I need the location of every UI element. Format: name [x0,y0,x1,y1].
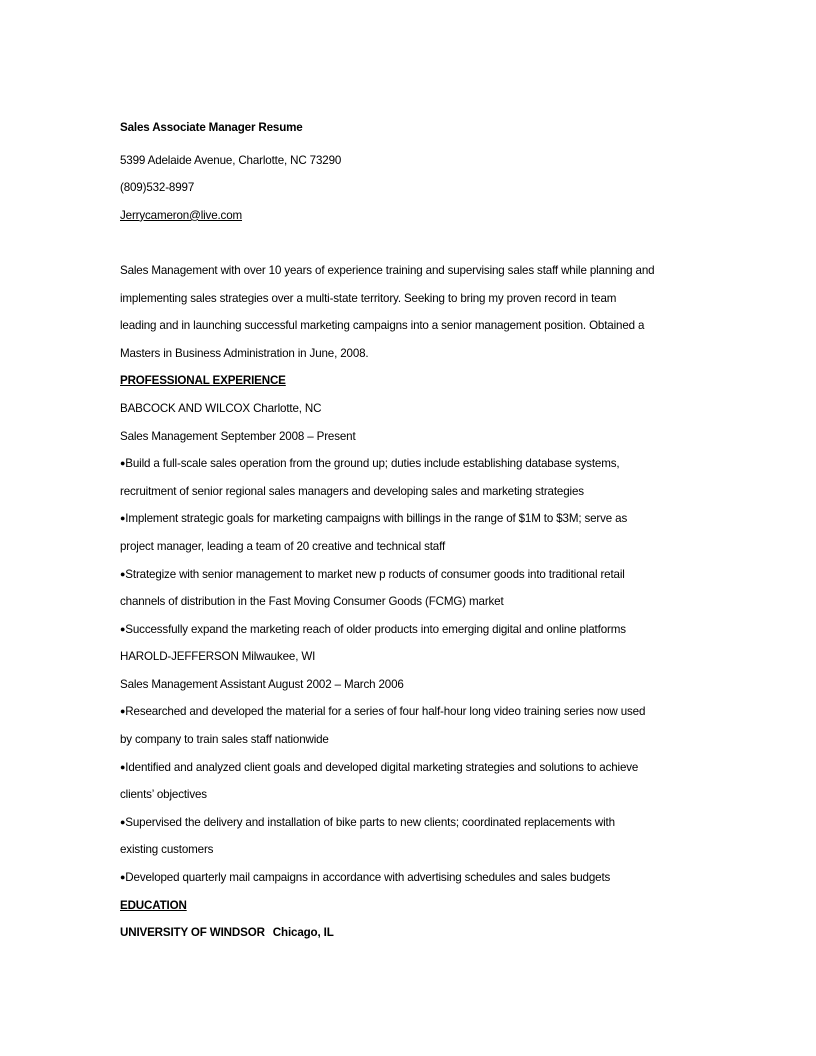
summary-line: implementing sales strategies over a multi-state territory. Seeking to bring my proven record in team [120,291,617,305]
job-bullet [120,754,710,782]
bullet-text: Successfully expand the marketing reach of older products into emerging digital and online platforms [125,622,626,636]
resume-title: Sales Associate Manager Resume [120,121,303,134]
bullet-continuation: channels of distribution in the Fast Moving Consumer Goods (FCMG) market [120,595,504,609]
bullet-continuation: recruitment of senior regional sales managers and developing sales and marketing strategies [120,484,584,498]
bullet-icon: ● [120,761,126,772]
job-bullet [120,809,710,837]
bullet-icon: ● [120,568,126,579]
summary-line: leading and in launching successful marketing campaigns into a senior management position. Obtained a [120,319,645,333]
bullet-icon: ● [120,458,126,469]
job-bullet [120,561,710,589]
bullet-text: Build a full-scale sales operation from the ground up; duties include establishing database systems, [125,457,620,471]
bullet-continuation: clients’ objectives [120,788,207,802]
bullet-continuation: by company to train sales staff nationwide [120,733,329,747]
bullet-icon: ● [120,816,126,827]
summary-line: Masters in Business Administration in June, 2008. [120,346,369,360]
bullet-continuation: existing customers [120,843,214,857]
education-location: Chicago, IL [272,926,334,940]
job-bullet [120,698,710,726]
bullet-icon: ● [120,706,126,717]
bullet-text: Developed quarterly mail campaigns in accordance with advertising schedules and sales budgets [125,871,611,885]
bullet-icon: ● [120,623,126,634]
job-role: Sales Management September 2008 – Present [120,429,356,443]
job-bullet [120,505,710,533]
spacer [120,229,710,257]
education-heading: EDUCATION [120,898,187,912]
bullet-icon: ● [120,513,126,524]
resume-body [120,114,710,947]
contact-address: 5399 Adelaide Avenue, Charlotte, NC 73290 [120,153,342,167]
bullet-icon: ● [120,872,126,883]
job-entry [120,395,710,643]
job-bullet [120,616,710,644]
bullet-text: Identified and analyzed client goals and developed digital marketing strategies and solutions to achieve [125,760,639,774]
job-bullet [120,450,710,478]
education-school: UNIVERSITY OF WINDSOR [120,926,265,940]
summary-line: Sales Management with over 10 years of experience training and supervising sales staff while planning and [120,263,655,277]
bullet-text: Supervised the delivery and installation of bike parts to new clients; coordinated replacements with [125,815,615,829]
job-company: HAROLD-JEFFERSON Milwaukee, WI [120,650,316,664]
contact-phone: (809)532-8997 [120,181,195,195]
contact-email-link[interactable]: Jerrycameron@live.com [120,208,243,222]
job-role: Sales Management Assistant August 2002 – March 2006 [120,677,404,691]
job-entry [120,643,710,891]
summary-paragraph [120,257,710,367]
bullet-text: Researched and developed the material for a series of four half-hour long video training series now used [125,705,646,719]
experience-heading: PROFESSIONAL EXPERIENCE [120,374,286,388]
job-bullet [120,864,710,892]
bullet-text: Implement strategic goals for marketing campaigns with billings in the range of $1M to $3M; serve as [125,512,628,526]
bullet-continuation: project manager, leading a team of 20 creative and technical staff [120,539,446,553]
job-company: BABCOCK AND WILCOX Charlotte, NC [120,401,322,415]
bullet-text: Strategize with senior management to market new p roducts of consumer goods into traditional retail [125,567,625,581]
education-entry [120,919,710,947]
